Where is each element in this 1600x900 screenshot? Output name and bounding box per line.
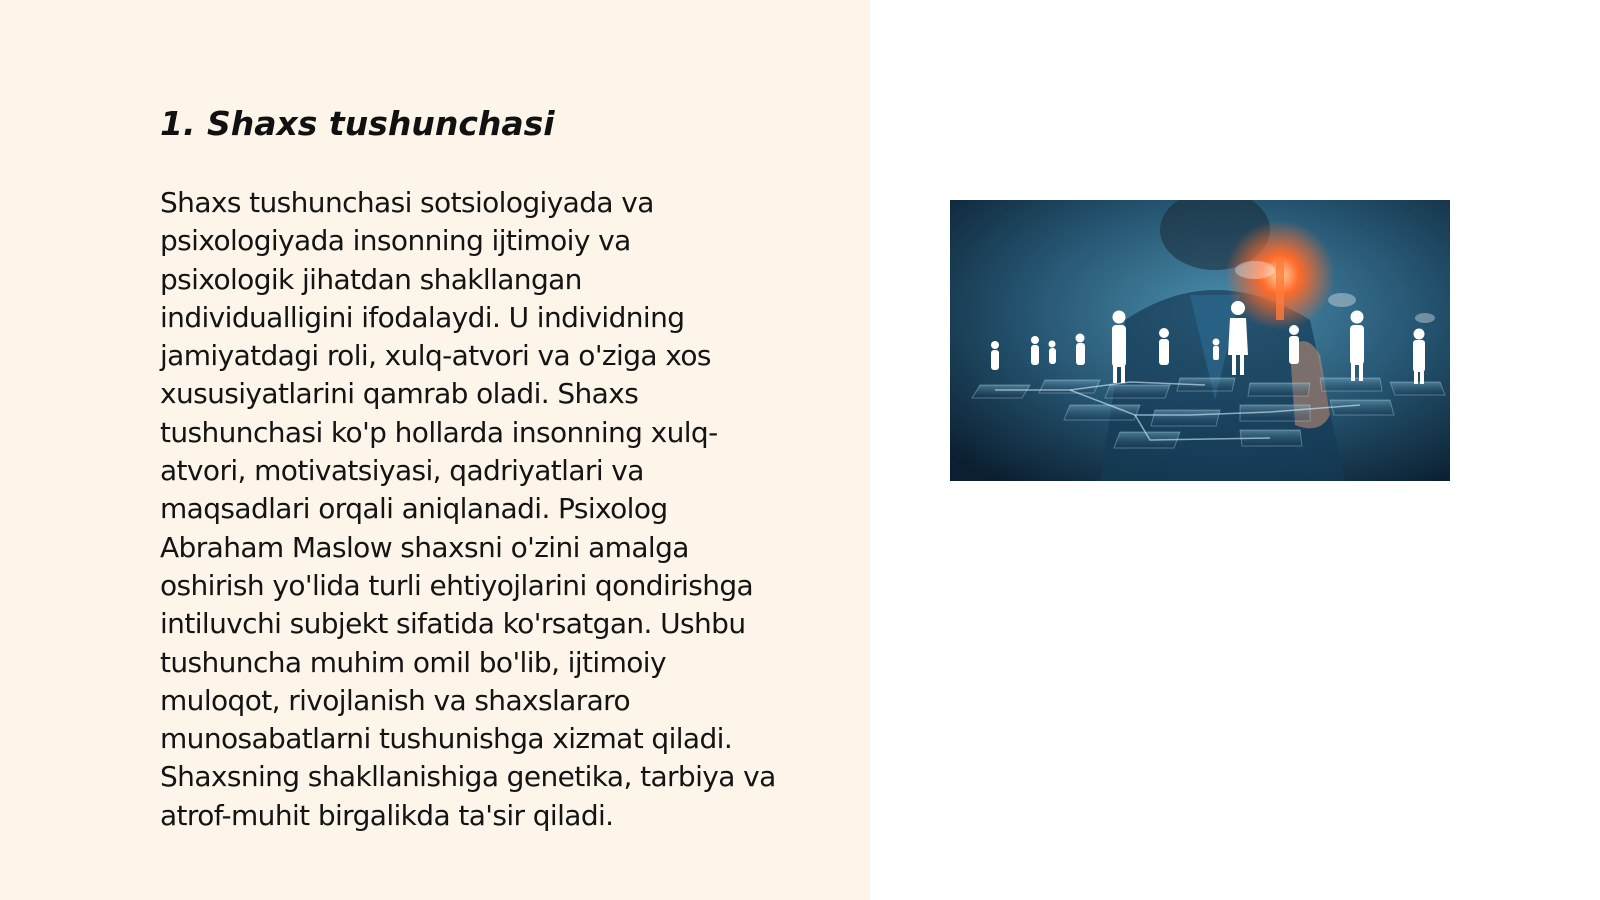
body-line: tushunchasi ko'p hollarda insonning xulq- [160,415,718,449]
body-line: individualligini ifodalaydi. U individning [160,300,685,334]
body-line: Shaxsning shakllanishiga genetika, tarbiya va [160,760,776,794]
people-network-image [950,200,1450,481]
body-line: psixologiyada insonning ijtimoiy va [160,224,631,258]
body-line: Shaxs tushunchasi sotsiologiyada va [160,186,654,219]
people-network-illustration [950,200,1450,481]
body-line: jamiyatdagi roli, xulq-atvori va o'ziga xos [160,339,711,373]
slide-body-text [160,184,850,835]
body-line: muloqot, rivojlanish va shaxslararo [160,683,630,717]
body-line: oshirish yo'lida turli ehtiyojlarini qondirishga [160,568,754,602]
body-line: psixologik jihatdan shakllangan [160,262,582,296]
body-line: Abraham Maslow shaxsni o'zini amalga [160,530,689,564]
body-line: xususiyatlarini qamrab oladi. Shaxs [160,377,639,411]
slide-title: 1. Shaxs tushunchasi [160,104,555,143]
body-line: tushuncha muhim omil bo'lib, ijtimoiy [160,645,666,679]
body-line: atrof-muhit birgalikda ta'sir qiladi. [160,798,614,832]
body-line: munosabatlarni tushunishga xizmat qiladi. [160,722,733,756]
body-line: intiluvchi subjekt sifatida ko'rsatgan. Ushbu [160,607,746,641]
body-line: atvori, motivatsiyasi, qadriyatlari va [160,454,644,488]
body-line: maqsadlari orqali aniqlanadi. Psixolog [160,492,668,526]
